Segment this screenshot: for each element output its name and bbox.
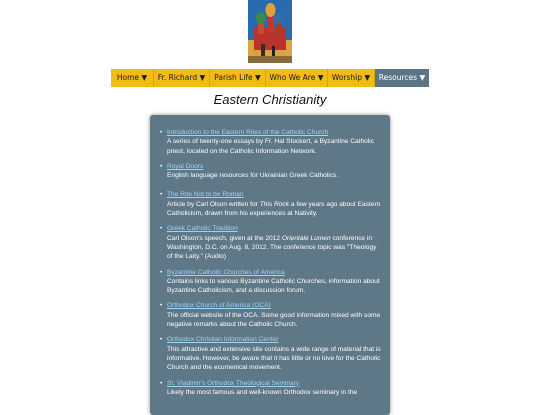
list-item: [160, 379, 382, 398]
resources-panel: [150, 115, 390, 415]
list-item: [160, 268, 382, 296]
bullet-icon: •: [160, 336, 163, 344]
bullet-icon: •: [160, 191, 163, 199]
resource-description: Article by Carl Olson written for This Rock a few years ago about Eastern Catholicism, drawn from his experiences at Nativity.: [167, 200, 381, 218]
resource-link-oca[interactable]: Orthodox Church of America (OCA): [167, 302, 271, 310]
nav-item-home[interactable]: Home ▼: [111, 69, 154, 87]
list-item: [160, 128, 382, 156]
resource-link-royal-doors[interactable]: Royal Doors: [167, 162, 204, 170]
nav-item-resources[interactable]: Resources ▼: [375, 69, 429, 87]
resource-link-byzantine-churches[interactable]: Byzantine Catholic Churches of America: [167, 268, 285, 276]
resource-description: Contains links to various Byzantine Catholic Churches, information about Byzantine Catholicism, and a discussion forum.: [167, 277, 380, 295]
resource-link-rite-not-roman[interactable]: The Rite Not to be Roman: [167, 191, 244, 199]
page-title: Eastern Christianity: [213, 92, 327, 107]
bullet-icon: •: [160, 268, 163, 276]
nav-item-who-we-are[interactable]: Who We Are ▼: [266, 69, 328, 87]
resource-description: This attractive and extensive site contains a wide range of material that is informative. However, be aware that it has little or no love for the Catholic Church and the ecumenical movement.: [167, 345, 381, 372]
nav-item-fr-richard[interactable]: Fr. Richard ▼: [154, 69, 210, 87]
header-cathedral-image: [248, 0, 292, 63]
list-item: [160, 224, 382, 261]
bullet-icon: •: [160, 162, 163, 170]
resource-link-orthodox-info-center[interactable]: Orthodox Christian Information Center: [167, 336, 279, 344]
resource-link-greek-catholic-tradition[interactable]: Greek Catholic Tradition: [167, 225, 238, 233]
resource-link-st-vladimirs[interactable]: St. Vladimir's Orthodox Theological Seminary: [167, 379, 300, 387]
resource-description: The official website of the OCA. Some good information mixed with some negative remarks about the Catholic Church.: [167, 311, 381, 329]
resource-description: A series of twenty-one essays by Fr. Hal Stockert, a Byzantine Catholic priest, located on the Catholic Information Network.: [167, 138, 375, 155]
bullet-icon: •: [160, 302, 163, 310]
main-nav: [111, 69, 429, 87]
resource-description: Likely the most famous and well-known Orthodox seminary in the: [167, 388, 358, 396]
bullet-icon: •: [160, 225, 163, 233]
resource-list: [150, 115, 390, 397]
list-item: [160, 162, 382, 181]
list-item: [160, 190, 382, 218]
bullet-icon: •: [160, 129, 163, 136]
resource-description: Carl Olson's speech, given at the 2012 Orientale Lumen conference in Washington, D.C. on Aug. 8, 2012. The conference topic was "Theology of the Laity." (Audio): [167, 234, 377, 261]
bullet-icon: •: [160, 379, 163, 387]
nav-item-worship[interactable]: Worship ▼: [328, 69, 375, 87]
nav-item-parish-life[interactable]: Parish Life ▼: [210, 69, 266, 87]
resource-description: English language resources for Ukrainian Greek Catholics.: [167, 172, 339, 180]
list-item: [160, 335, 382, 372]
resource-link-eastern-rites[interactable]: Introduction to the Eastern Rites of the Catholic Church: [167, 129, 329, 136]
list-item: [160, 301, 382, 329]
